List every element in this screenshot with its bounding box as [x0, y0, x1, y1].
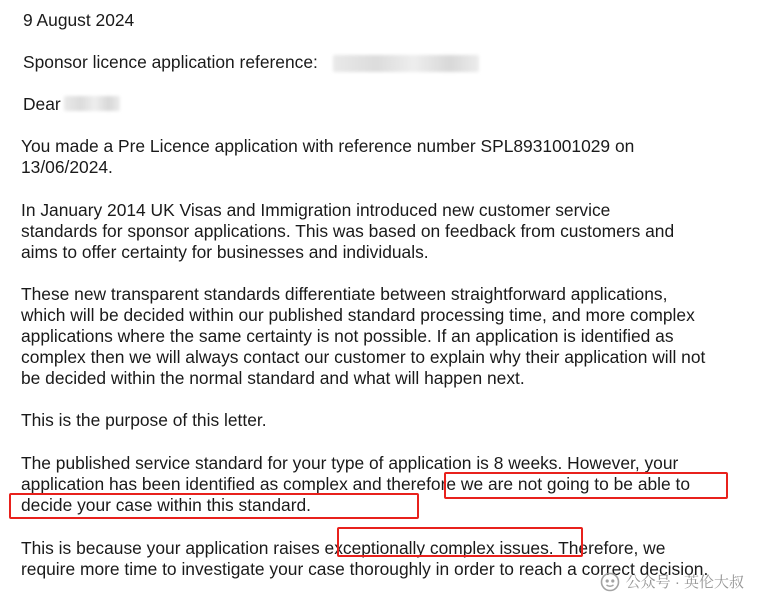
- highlight-box-not-going-to-decide: [444, 472, 728, 499]
- redacted-reference: [333, 55, 479, 72]
- paragraph-purpose: This is the purpose of this letter.: [21, 410, 267, 430]
- paragraph-application-reference: You made a Pre Licence application with reference number SPL8931001029 on 13/06/2024.: [21, 136, 635, 177]
- highlight-box-exceptionally-complex: [337, 527, 583, 557]
- watermark: [600, 571, 744, 592]
- reference-label: Sponsor licence application reference:: [23, 52, 318, 72]
- letter-date: 9 August 2024: [23, 10, 135, 30]
- watermark-text: 公众号 · 英伦大叔: [625, 574, 744, 591]
- redacted-name: [64, 96, 120, 111]
- paragraph-complex-issues: This is because your application raises exceptionally complex issues. Therefore, we require more time to investigate your case thoroughly in order to reach a correct decision.: [21, 538, 709, 579]
- highlight-box-within-standard: [9, 493, 419, 519]
- wechat-official-account-icon: [600, 572, 620, 592]
- paragraph-service-standards: In January 2014 UK Visas and Immigration introduced new customer service standards for sponsor applications. This was based on feedback from customers and aims to offer certainty for businesses and individuals.: [21, 200, 675, 262]
- salutation: Dear: [23, 94, 61, 114]
- paragraph-service-standard-weeks: The published service standard for your type of application is 8 weeks. However, your application has been identified as complex and therefore we are not going to be able to decide your case within this standard.: [21, 453, 691, 515]
- paragraph-transparent-standards: These new transparent standards differentiate between straightforward applications, which will be decided within our published standard processing time, and more complex applications where the same certainty is not possible. If an application is identified as complex then we will always contact our customer to explain why their application will not be decided within the normal standard and what will happen next.: [21, 284, 706, 388]
